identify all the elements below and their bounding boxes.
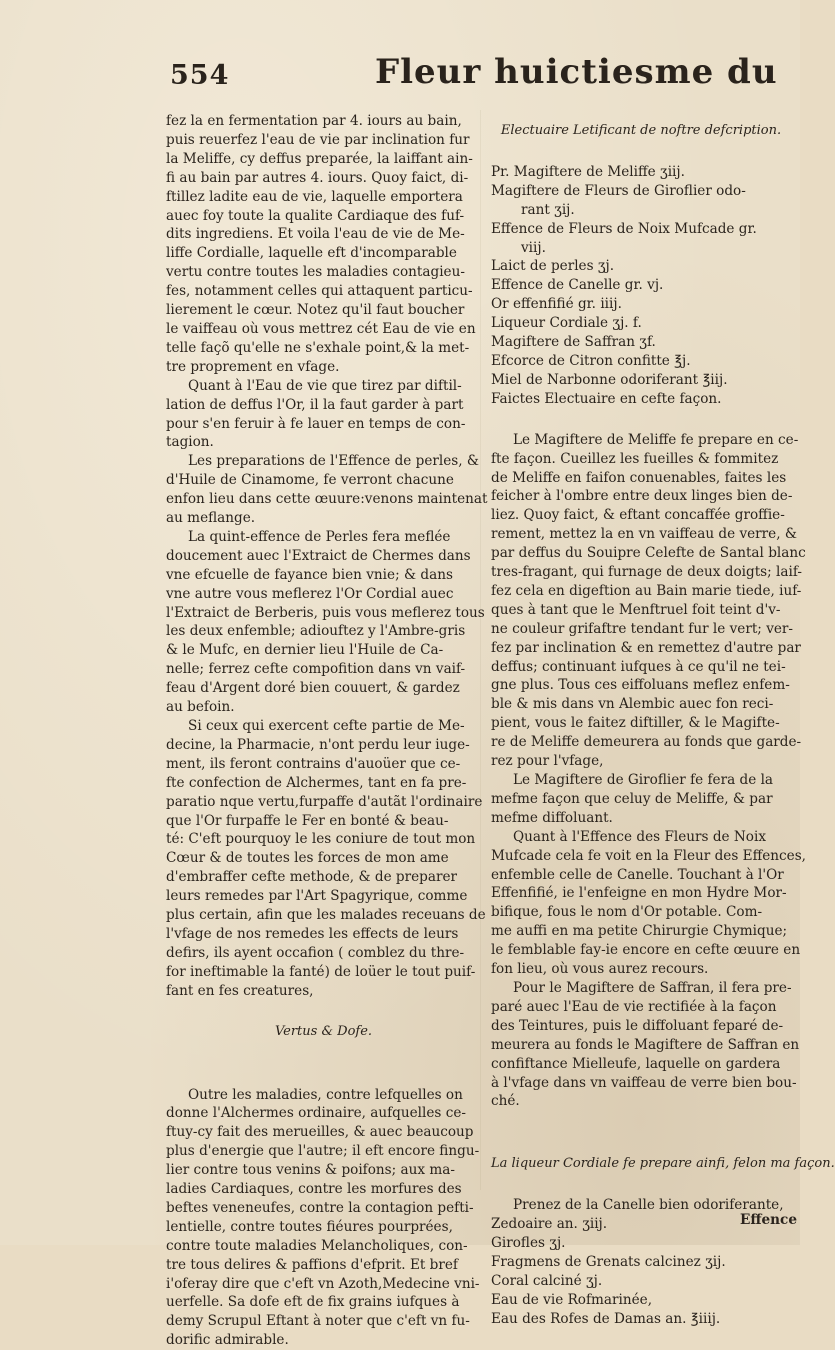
text-line: beftes veneneufes, contre la contagion pefti- (166, 1199, 481, 1218)
text-line: plus d'energie que l'autre; il eft encore fingu- (166, 1142, 481, 1161)
text-line: le vaiffeau où vous mettrez cét Eau de vie en (166, 320, 481, 339)
text-line: de Meliffe en faifon conuenables, faites les (491, 469, 791, 488)
recipe-line: Coral calciné ʒj. (491, 1272, 791, 1291)
text-line: fte confection de Alchermes, tant en fa pre- (166, 774, 481, 793)
text-line: Les preparations de l'Effence de perles, & (166, 452, 481, 471)
text-line: Mufcade cela fe voit en la Fleur des Effences, (491, 847, 791, 866)
text-line: La quint-effence de Perles fera meflée (166, 528, 481, 547)
text-line: la Meliffe, cy deffus preparée, la laiffant ain- (166, 150, 481, 169)
text-line: d'Huile de Cinamome, fe verront chacune (166, 471, 481, 490)
text-line: ladies Cardiaques, contre les morfures des (166, 1180, 481, 1199)
paragraph (491, 771, 791, 828)
spacer (491, 112, 791, 122)
paragraph (166, 717, 481, 1001)
text-line: tres-fragant, qui furnage de deux doigts; laif- (491, 563, 791, 582)
text-line: tre tous delires & paffions d'efprit. Et bref (166, 1256, 481, 1275)
text-line: ftuy-cy fait des merueilles, & auec beaucoup (166, 1123, 481, 1142)
text-line: bifique, fous le nom d'Or potable. Com- (491, 903, 791, 922)
text-line: pient, vous le faitez diftiller, & le Magifte- (491, 714, 791, 733)
text-line: uerfelle. Sa dofe eft de fix grains iufques à (166, 1293, 481, 1312)
text-line: tre proprement en vfage. (166, 358, 481, 377)
text-line: ques à tant que le Menftruel foit teint d'v- (491, 601, 791, 620)
paragraph (166, 377, 481, 453)
text-line: fon lieu, où vous aurez recours. (491, 960, 791, 979)
text-line: meurera au fonds le Magiftere de Saffran en (491, 1036, 791, 1055)
text-line: té: C'eft pourquoy le les coniure de tout mon (166, 830, 481, 849)
text-line: Le Magiftere de Giroflier fe fera de la (491, 771, 791, 790)
spacer (166, 1042, 481, 1086)
recipe-line: Fragmens de Grenats calcinez ʒij. (491, 1253, 791, 1272)
text-line: Le Magiftere de Meliffe fe prepare en ce- (491, 431, 791, 450)
paragraph (166, 528, 481, 717)
text-line: Effenfifié, ie l'enfeigne en mon Hydre Mor- (491, 884, 791, 903)
text-line: rement, mettez la en vn vaiffeau de verre, & (491, 525, 791, 544)
text-line: puis reuerfez l'eau de vie par inclination fur (166, 131, 481, 150)
page-header (170, 52, 650, 98)
spacer (491, 409, 791, 431)
text-line: au meflange. (166, 509, 481, 528)
text-line: nelle; ferrez cefte compofition dans vn vaif- (166, 660, 481, 679)
recipe-line: Or effenfifié gr. iiij. (491, 295, 791, 314)
text-line: ment, ils feront contrains d'auoüer que ce- (166, 755, 481, 774)
page-number: 554 (170, 60, 229, 91)
recipe-line: Effence de Canelle gr. vj. (491, 276, 791, 295)
text-line: re de Meliffe demeurera au fonds que garde- (491, 733, 791, 752)
recipe-line: Prenez de la Canelle bien odoriferante, (491, 1196, 791, 1215)
paragraph (491, 979, 791, 1111)
text-line: deffus; continuant iufques à ce qu'il ne tei- (491, 658, 791, 677)
recipe-line: Eau des Rofes de Damas an. ℥iiij. (491, 1310, 791, 1329)
text-line: demy Scrupul Eftant à noter que c'eft vn fu- (166, 1312, 481, 1331)
recipe-line: Eau de vie Rofmarinée, (491, 1291, 791, 1310)
text-line: gne plus. Tous ces eiffoluans meflez enfem- (491, 676, 791, 695)
text-line: d'embraffer cefte methode, & de preparer (166, 868, 481, 887)
text-line: fez par inclination & en remettez d'autre par (491, 639, 791, 658)
text-line: fte façon. Cueillez les fueilles & fommitez (491, 450, 791, 469)
left-column (166, 112, 481, 1350)
text-line: dorific admirable. (166, 1331, 481, 1350)
text-line: des Teintures, puis le diffoluant feparé de- (491, 1017, 791, 1036)
text-line: Si ceux qui exercent cefte partie de Me- (166, 717, 481, 736)
text-line: paré auec l'Eau de vie rectifiée à la façon (491, 998, 791, 1017)
text-line: enfon lieu dans cette œuure:venons maintenat (166, 490, 481, 509)
text-line: les deux enfemble; adiouftez y l'Ambre-gris (166, 622, 481, 641)
text-line: plus certain, afin que les malades receuans de (166, 906, 481, 925)
text-line: vne efcuelle de fayance bien vnie; & dans (166, 566, 481, 585)
text-line: Outre les maladies, contre lefquelles on (166, 1086, 481, 1105)
right-column (491, 112, 791, 1329)
recipe-line: viij. (491, 239, 791, 258)
text-line: Pour le Magiftere de Saffran, il fera pre- (491, 979, 791, 998)
recipe-line: Pr. Magiftere de Meliffe ʒiij. (491, 163, 791, 182)
text-line: fi au bain par autres 4. iours. Quoy faict, di- (166, 169, 481, 188)
spacer (491, 1174, 791, 1196)
recipe-line: Magiftere de Saffran ʒf. (491, 333, 791, 352)
text-line: decine, la Pharmacie, n'ont perdu leur iuge- (166, 736, 481, 755)
text-line: lierement le cœur. Notez qu'il faut boucher (166, 301, 481, 320)
text-line: rez pour l'vfage, (491, 752, 791, 771)
text-line: leurs remedes par l'Art Spagyrique, comme (166, 887, 481, 906)
recipe-line: Effence de Fleurs de Noix Mufcade gr. (491, 220, 791, 239)
text-line: ble & mis dans vn Alembic auec fon reci- (491, 695, 791, 714)
text-line: lier contre tous venins & poifons; aux ma- (166, 1161, 481, 1180)
paragraph (166, 112, 481, 377)
recipe-line: Zedoaire an. ʒiij. (491, 1215, 791, 1234)
text-line: ché. (491, 1092, 791, 1111)
paragraph (166, 1086, 481, 1350)
text-line: contre toute maladies Melancholiques, con- (166, 1237, 481, 1256)
text-line: que l'Or furpaffe le Fer en bonté & beau- (166, 812, 481, 831)
text-line: doucement auec l'Extraict de Chermes dans (166, 547, 481, 566)
spacer (166, 1001, 481, 1023)
recipe-line: rant ʒij. (491, 201, 791, 220)
text-line: paratio nque vertu,furpaffe d'autãt l'ordinaire (166, 793, 481, 812)
text-line: l'Extraict de Berberis, puis vous meflerez tous (166, 604, 481, 623)
recipe-line: Liqueur Cordiale ʒj. f. (491, 314, 791, 333)
text-line: liez. Quoy faict, & eftant concaffée groffie- (491, 506, 791, 525)
text-line: lentielle, contre toutes fiéures pourprées, (166, 1218, 481, 1237)
text-line: à l'vfage dans vn vaiffeau de verre bien bou- (491, 1074, 791, 1093)
text-line: fez la en fermentation par 4. iours au bain, (166, 112, 481, 131)
text-line: Cœur & de toutes les forces de mon ame (166, 849, 481, 868)
paragraph (491, 431, 791, 771)
text-line: tagion. (166, 433, 481, 452)
recipe-list (491, 163, 791, 409)
text-line: fant en fes creatures, (166, 982, 481, 1001)
spacer (491, 141, 791, 163)
text-line: defirs, ils ayent occafion ( comblez du thre- (166, 944, 481, 963)
text-line: ne couleur grifaftre tendant fur le vert; ver- (491, 620, 791, 639)
text-line: auec foy toute la qualite Cardiaque des fuf- (166, 207, 481, 226)
text-line: lation de deffus l'Or, il la faut garder à part (166, 396, 481, 415)
text-line: pour s'en feruir à fe lauer en temps de con- (166, 415, 481, 434)
text-line: fes, notamment celles qui attaquent particu- (166, 282, 481, 301)
text-line: fez cela en digeftion au Bain marie tiede, iuf- (491, 582, 791, 601)
text-line: enfemble celle de Canelle. Touchant à l'Or (491, 866, 791, 885)
text-line: for ineftimable la fanté) de loüer le tout puif- (166, 963, 481, 982)
text-line: Quant à l'Eau de vie que tirez par diftil- (166, 377, 481, 396)
text-line: i'oferay dire que c'eft vn Azoth,Medecine vni- (166, 1275, 481, 1294)
section-heading-vertus: Vertus & Dofe. (166, 1023, 481, 1042)
recipe-line: Miel de Narbonne odoriferant ℥iij. (491, 371, 791, 390)
recipe-line: Faictes Electuaire en cefte façon. (491, 390, 791, 409)
text-line: & le Mufc, en dernier lieu l'Huile de Ca- (166, 641, 481, 660)
catchword: Effence (740, 1212, 797, 1228)
text-line: confiftance Mielleufe, laquelle on gardera (491, 1055, 791, 1074)
text-line: donne l'Alchermes ordinaire, aufquelles ce- (166, 1104, 481, 1123)
text-line: le femblable fay-ie encore en cefte œuure en (491, 941, 791, 960)
text-line: feicher à l'ombre entre deux linges bien de- (491, 487, 791, 506)
section-heading-electuaire: Electuaire Letificant de noftre defcription. (491, 122, 791, 141)
recipe-line: Girofles ʒj. (491, 1234, 791, 1253)
text-line: vertu contre toutes les maladies contagieu- (166, 263, 481, 282)
spacer (491, 1111, 791, 1155)
text-line: Quant à l'Effence des Fleurs de Noix (491, 828, 791, 847)
text-line: l'vfage de nos remedes les effects de leurs (166, 925, 481, 944)
text-line: vne autre vous meflerez l'Or Cordial auec (166, 585, 481, 604)
text-line: telle façõ qu'elle ne s'exhale point,& la met- (166, 339, 481, 358)
recipe-line: Magiftere de Fleurs de Giroflier odo- (491, 182, 791, 201)
running-title: Fleur huictiesme du (375, 52, 778, 92)
paragraph (491, 828, 791, 979)
recipe-line: Laict de perles ʒj. (491, 257, 791, 276)
text-line: au befoin. (166, 698, 481, 717)
text-line: me auffi en ma petite Chirurgie Chymique; (491, 922, 791, 941)
text-line: ftillez ladite eau de vie, laquelle emportera (166, 188, 481, 207)
section-heading-liqueur: La liqueur Cordiale fe prepare ainfi, felon ma façon. (491, 1155, 791, 1174)
paragraph (166, 452, 481, 528)
text-line: dits ingrediens. Et voila l'eau de vie de Me- (166, 225, 481, 244)
text-line: feau d'Argent doré bien couuert, & gardez (166, 679, 481, 698)
text-line: mefme façon que celuy de Meliffe, & par (491, 790, 791, 809)
text-line: par deffus du Souipre Celefte de Santal blanc (491, 544, 791, 563)
text-line: mefme diffoluant. (491, 809, 791, 828)
text-line: liffe Cordialle, laquelle eft d'incomparable (166, 244, 481, 263)
recipe-line: Efcorce de Citron confitte ℥j. (491, 352, 791, 371)
